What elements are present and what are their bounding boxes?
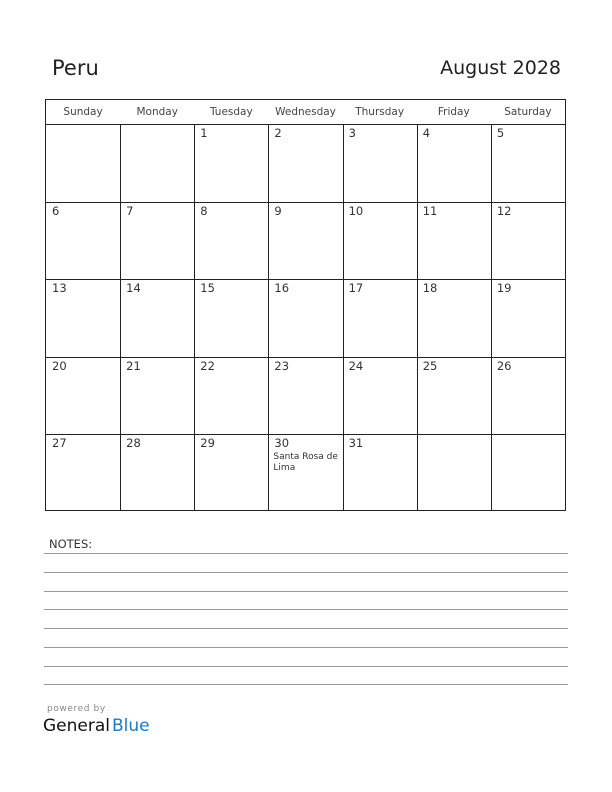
day-number: 22 <box>200 359 215 373</box>
generalblue-logo <box>43 716 150 736</box>
weekday-header: Tuesday <box>209 106 253 118</box>
day-number: 9 <box>274 204 282 218</box>
day-cell <box>491 357 565 434</box>
day-number: 19 <box>496 281 512 295</box>
country-title: Peru <box>52 56 99 80</box>
day-number: 29 <box>200 436 215 450</box>
month-title: August 2028 <box>440 57 561 79</box>
day-cell <box>120 202 194 279</box>
day-cell <box>417 202 491 279</box>
day-number: 18 <box>422 281 438 295</box>
day-number: 24 <box>348 359 364 373</box>
day-cell <box>120 357 194 434</box>
day-number: 27 <box>52 436 67 450</box>
day-number: 28 <box>126 436 141 450</box>
day-number: 1 <box>200 126 208 140</box>
brand-general: General <box>43 716 110 736</box>
day-number: 3 <box>348 126 356 140</box>
powered-by: powered by <box>47 704 106 714</box>
day-cell <box>46 434 120 512</box>
note-line <box>44 553 568 554</box>
day-cell <box>268 202 342 279</box>
day-number: 16 <box>274 281 290 295</box>
calendar-grid <box>45 99 566 511</box>
day-number: 30 <box>274 436 290 450</box>
day-number: 5 <box>496 126 505 140</box>
day-cell <box>194 357 268 434</box>
day-cell <box>46 202 120 279</box>
note-line <box>44 591 568 592</box>
day-cell <box>491 279 565 357</box>
brand-blue: Blue <box>112 716 150 736</box>
day-cell <box>268 434 342 512</box>
day-number: 26 <box>496 359 512 373</box>
day-cell <box>343 202 417 279</box>
day-cell <box>194 202 268 279</box>
holiday-label: Santa Rosa de Lima <box>273 452 338 473</box>
day-number: 7 <box>126 204 134 218</box>
day-number: 11 <box>422 204 438 218</box>
day-number: 31 <box>348 436 364 450</box>
note-line <box>44 684 568 685</box>
day-cell <box>268 357 342 434</box>
note-line <box>44 609 568 610</box>
day-number: 20 <box>52 359 67 373</box>
note-line <box>44 628 568 629</box>
day-number: 13 <box>52 281 67 295</box>
day-cell <box>343 124 417 202</box>
day-number: 17 <box>348 281 364 295</box>
day-cell <box>46 124 120 202</box>
day-cell <box>194 434 268 512</box>
day-number: 2 <box>274 126 282 140</box>
notes-label: NOTES: <box>49 537 93 551</box>
day-cell <box>120 279 194 357</box>
day-cell <box>46 279 120 357</box>
day-number: 23 <box>274 359 290 373</box>
day-cell <box>417 357 491 434</box>
day-number: 6 <box>52 204 60 218</box>
day-number: 10 <box>348 204 364 218</box>
day-cell <box>491 202 565 279</box>
day-cell <box>194 124 268 202</box>
day-number: 15 <box>200 281 215 295</box>
day-number: 25 <box>422 359 438 373</box>
day-number: 21 <box>126 359 141 373</box>
day-cell <box>417 124 491 202</box>
day-cell <box>343 357 417 434</box>
day-cell <box>120 124 194 202</box>
day-cell <box>120 434 194 512</box>
day-cell <box>268 279 342 357</box>
day-cell <box>343 279 417 357</box>
day-cell <box>194 279 268 357</box>
day-number: 8 <box>200 204 208 218</box>
day-cell <box>417 434 491 512</box>
day-number: 14 <box>126 281 141 295</box>
weekday-header: Friday <box>437 106 470 118</box>
weekday-header: Sunday <box>63 106 103 118</box>
weekday-header: Thursday <box>355 106 405 118</box>
weekday-header: Wednesday <box>275 106 336 118</box>
day-cell <box>268 124 342 202</box>
note-line <box>44 666 568 667</box>
day-cell <box>46 357 120 434</box>
note-line <box>44 647 568 648</box>
day-cell <box>491 434 565 512</box>
weekday-header: Saturday <box>504 106 552 118</box>
day-cell <box>491 124 565 202</box>
day-number: 4 <box>422 126 431 140</box>
day-cell <box>343 434 417 512</box>
day-cell <box>417 279 491 357</box>
weekday-header: Monday <box>136 106 178 118</box>
note-line <box>44 572 568 573</box>
day-number: 12 <box>496 204 512 218</box>
